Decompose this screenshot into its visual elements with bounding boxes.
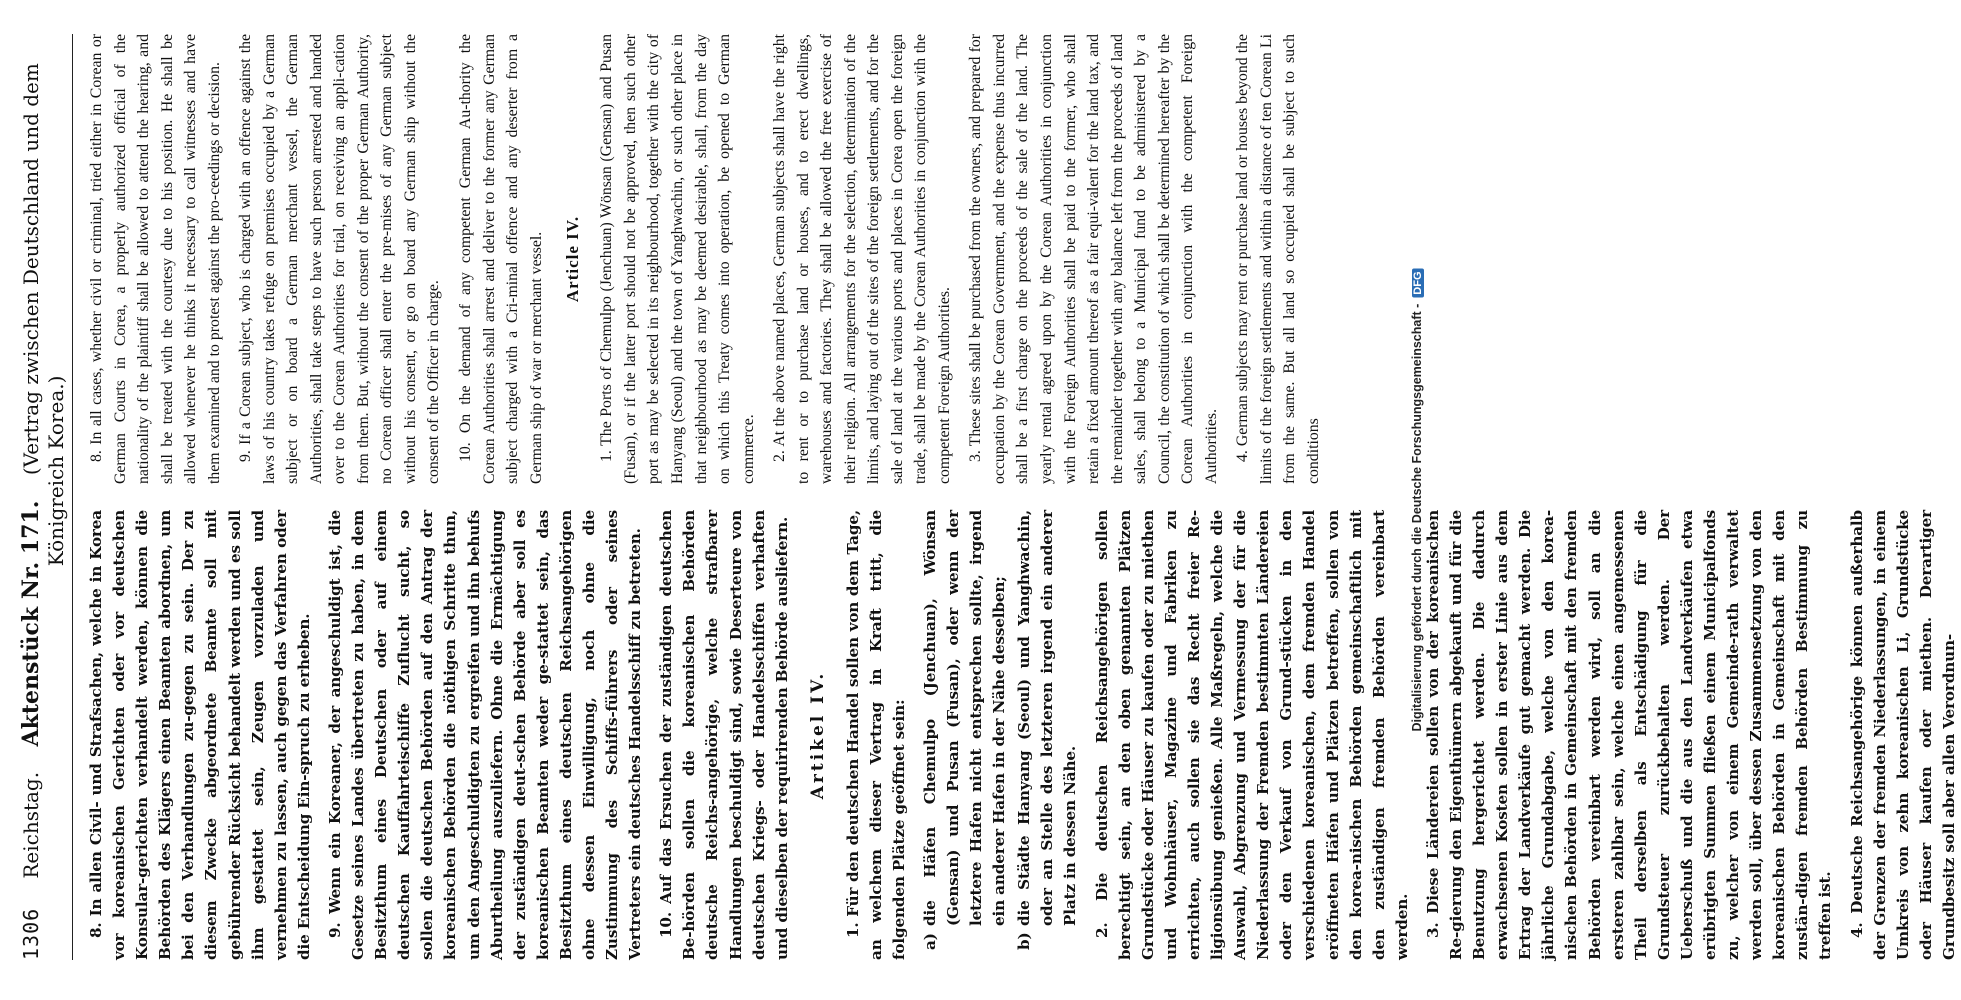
- running-head: [18, 34, 73, 960]
- german-paragraph: 1. Für den deutschen Handel sollen von dem Tage, an welchem dieser Vertrag in Kraft tritt, die folgenden Plätze geöffnet sein:: [843, 510, 908, 960]
- list-marker: b): [1015, 932, 1034, 950]
- german-paragraph: 9. Wenn ein Koreaner, der angeschuldigt ist, die Gesetze seines Landes übertreten zu haben, in dem Besitzthum eines Deutschen oder auf einem deutschen Kauffahrteischiffe Zuflucht sucht, so sollen die deutschen Behörden auf den Antrag der koreanischen Behörden die nöthigen Schritte thun, um den Angeschuldigten zu ergreifen und ihn behufs Aburtheilung auszuliefern. Ohne die Ermächtigung der zuständigen deut-schen Behörde aber soll es koreanischen Beamten weder ge-stattet sein, das Besitzthum eines deutschen Reichsangehörigen ohne dessen Einwilligung, noch ohne die Zustimmung des Schiffs-führers oder seines Vertreters ein deutsches Handelsschiff zu betreten.: [325, 510, 645, 960]
- english-article-title: Article IV.: [563, 215, 583, 303]
- page-number: 1306: [19, 907, 43, 960]
- list-item-text: die Häfen Chemulpo (Jenchuan), Wönsan (Gensan) und Pusan (Fusan), oder wenn der letztere Hafen nicht entsprechen sollte, irgend ein anderer Hafen in der Nähe desselben;: [920, 510, 1009, 926]
- english-column: [85, 34, 1375, 484]
- german-list-item: [1013, 510, 1082, 960]
- english-paragraph: 10. On the demand of any competent German Au-thority the Corean Authorities shall arrest and deliver to the former any German subject charged with a Cri-minal offence and any deserter from a German ship of war or merchant vessel.: [456, 34, 545, 484]
- german-paragraph: 4. Deutsche Reichsangehörige können außerhalb der Grenzen der fremden Niederlassungen, in einem Umkreis von zehn koreanischen Li, Grundstücke oder Häuser kaufen oder miethen. Derartiger Grundbesitz soll aber allen Verordnun-: [1847, 510, 1958, 960]
- german-list-item: [919, 510, 1011, 960]
- digitization-credit: [1406, 0, 1428, 1000]
- credit-text-wrapper: [1410, 268, 1424, 731]
- running-head-subtitle: (Vertrag zwischen Deutschland und dem Königreich Korea.): [19, 63, 68, 567]
- list-item-text: die Städte Hanyang (Seoul) und Yanghwachin, oder an Stelle des letzteren irgend ein anderer Platz in dessen Nähe.: [1015, 510, 1080, 926]
- english-paragraph: 9. If a Corean subject, who is charged with an offence against the laws of his country takes refuge on premises occupied by a German subject or on board a German merchant vessel, the German Authorities, shall take steps to have such person arrested and handed over to the Corean Authorities for trial, on receiving an appli-cation from them. But, without the consent of the proper German Authority, no Corean officer shall enter the pre-mises of any German subject without his consent, or go on board any German ship without the consent of the Officer in charge.: [237, 34, 443, 484]
- document-label: Aktenstück Nr. 171.: [18, 500, 44, 747]
- english-paragraph: 8. In all cases, whether civil or criminal, tried either in Corean or German Courts in Corea, a properly authorized official of the nationality of the plaintiff shall be allowed to attend the hearing, and shall be treated with the courtesy due to his position. He shall be allowed whenever he thinks it necessary to call witnesses and have them examined and to protest against the pro-ceedings or decision.: [88, 34, 223, 484]
- german-paragraph: 8. In allen Civil- und Strafsachen, welche in Korea vor koreanischen Gerichten oder vor deutschen Konsular-gerichten verhandelt werden, können die Behörden des Klägers einen Beamten abordnen, um bei den Verhandlungen zu-gegen zu sein. Der zu diesem Zwecke abgeordnete Beamte soll mit gebührender Rücksicht behandelt werden und es soll ihm gestattet sein, Zeugen vorzuladen und vernehmen zu lassen, auch gegen das Verfahren oder die Entscheidung Ein-spruch zu erheben.: [87, 510, 313, 960]
- credit-text: Digitalisierung gefördert durch die Deutsche Forschungsgemeinschaft -: [1410, 303, 1424, 732]
- german-paragraph: 10. Auf das Ersuchen der zuständigen deutschen Be-hörden sollen die koreanischen Behörden deutsche Reichs-angehörige, welche strafbarer Handlungen beschuldigt sind, sowie Deserteure von deutschen Kriegs- oder Handelsschiffen verhaften und dieselben der requirirenden Behörde ausliefern.: [657, 510, 791, 960]
- english-paragraph: 4. German subjects may rent or purchase land or houses beyond the limits of the foreign settlements and within a distance of ten Corean Li from the same. But all land so occupied shall be subject to such conditions: [1234, 34, 1322, 484]
- running-head-prefix: Reichstag.: [19, 771, 43, 879]
- dfg-logo: DFG: [1412, 268, 1424, 297]
- german-article-title: Artikel IV.: [807, 670, 828, 800]
- english-paragraph: 2. At the above named places, German subjects shall have the right to rent or to purchase land or houses, and to erect dwellings, warehouses and factories. They shall be allowed the free exercise of their religion. All arrangements for the selection, determination of the limits, and laying out of the sites of the foreign settlements, and for the sale of land at the various ports and places in Corea open the foreign trade, shall be made by the Corean Authorities in conjunction with the competent Foreign Authorities.: [771, 34, 953, 484]
- german-paragraph: 2. Die deutschen Reichsangehörigen sollen berechtigt sein, an den oben genannten Plätzen Grundstücke oder Häuser zu kaufen oder zu miethen und Wohnhäuser, Magazine und Fabriken zu errichten, auch sollen sie das Recht freier Re-ligionsübung genießen. Alle Maßregeln, welche die Auswahl, Abgrenzung und Vermessung der für die Niederlassung der Fremden bestimmten Ländereien oder den Verkauf von Grund-stücken in den verschiedenen koreanischen, dem fremden Handel eröffneten Häfen und Plätzen betreffen, sollen von den korea-nischen Behörden gemeinschaftlich mit den zuständigen fremden Behörden vereinbart werden.: [1092, 510, 1411, 960]
- running-head-title: [18, 34, 68, 908]
- english-paragraph: 1. The Ports of Chemulpo (Jenchuan) Wönsan (Gensan) and Pusan (Fusan), or if the latter port should not be approved, then such other port as may be selected in its neighbourhood, together with the city of Hanyang (Seoul) and the town of Yanghwachin, or such other place in that neighbourhood as may be deemed desirable, shall, from the day on which this Treaty comes into operation, be opened to German commerce.: [598, 34, 757, 484]
- english-paragraph: 3. These sites shall be purchased from the owners, and prepared for occupation by the Corean Government, and the expense thus incurred shall be a first charge on the proceeds of the sale of the land. The yearly rental agreed upon by the Corean Authorities in conjunction with the Foreign Authorities shall be paid to the former, who shall retain a fixed amount thereof as a fair equi-valent for the land tax, and the remainder together with any balance left from the proceeds of land sales, shall belong to a Municipal fund to be administered by a Council, the constitution of which shall be determined hereafter by the Corean Authorities in conjunction with the competent Foreign Authorities.: [967, 34, 1220, 484]
- german-paragraph: 3. Diese Ländereien sollen von der koreanischen Re-gierung den Eigenthümern abgekauft und für die Benutzung hergerichtet werden. Die dadurch erwachsenen Kosten sollen in erster Linie aus dem Ertrag der Landverkäufe gut gemacht werden. Die jährliche Grundabgabe, welche von den korea-nischen Behörden in Gemeinschaft mit den fremden Behörden vereinbart werden wird, soll an die ersteren zahlbar sein, welche einen angemessenen Theil derselben als Entschädigung für die Grundsteuer zurückbehalten werden. Der Ueberschuß und die aus den Landverkäufen etwa erübrigten Summen fließen einem Municipalfonds zu, welcher von einem Gemeinde-rath verwaltet werden soll, über dessen Zusammensetzung von den koreanischen Behörden in Gemeinschaft mit den zustän-digen fremden Behörden Bestimmung zu treffen ist.: [1423, 510, 1835, 960]
- list-marker: a): [920, 933, 939, 950]
